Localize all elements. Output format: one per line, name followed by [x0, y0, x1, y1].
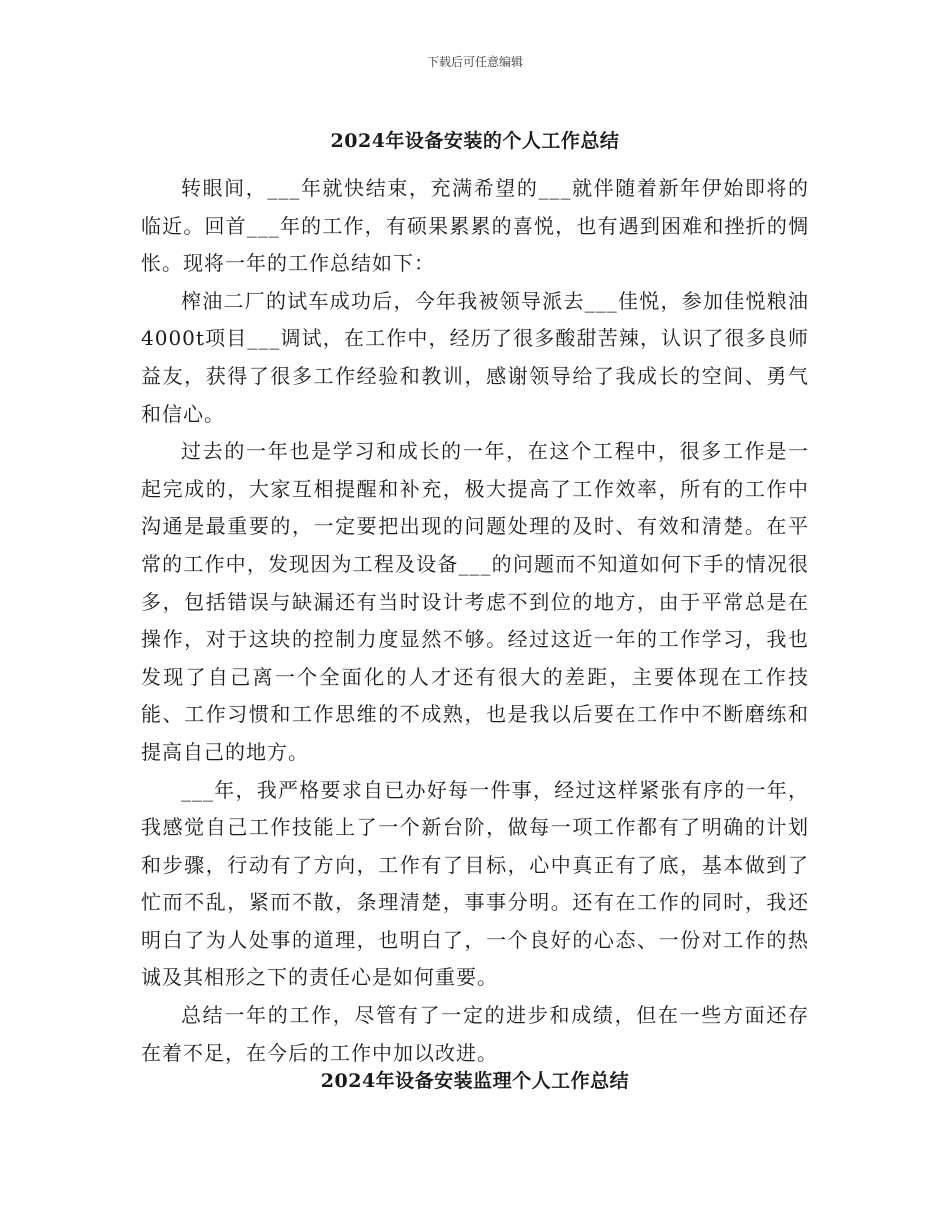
paragraph-3: 过去的一年也是学习和成长的一年，在这个工程中，很多工作是一起完成的，大家互相提醒和补充，极大提高了工作效率，所有的工作中沟通是最重要的，一定要把出现的问题处理的及时、有效和清楚。在平常的工作中，发现因为工程及设备___的问题而不知道如何下手的情况很多，包括错误与缺漏还有当时设计考虑不到位的地方，由于平常总是在操作，对于这块的控制力度显然不够。经过这近一年的工作学习，我也发现了自己离一个全面化的人才还有很大的差距，主要体现在工作技能、工作习惯和工作思维的不成熟，也是我以后要在工作中不断磨练和提高自己的地方。 — [141, 439, 809, 764]
paragraph-1: 转眼间，___年就快结束，充满希望的___就伴随着新年伊始即将的临近。回首___年的工作，有硕果累累的喜悦，也有遇到困难和挫折的惆怅。现将一年的工作总结如下： — [141, 176, 809, 276]
document-title: 2024年设备安装的个人工作总结 — [330, 130, 620, 152]
second-document-title: 2024年设备安装监理个人工作总结 — [320, 1070, 630, 1092]
header-note: 下载后可任意编辑 — [426, 55, 523, 69]
paragraph-5: 总结一年的工作，尽管有了一定的进步和成绩，但在一些方面还存在着不足，在今后的工作中加以改进。 — [141, 1003, 809, 1065]
paragraph-2: 榨油二厂的试车成功后，今年我被领导派去___佳悦，参加佳悦粮油4000t项目___调试，在工作中，经历了很多酸甜苦辣，认识了很多良师益友，获得了很多工作经验和教训，感谢领导给了我成长的空间、勇气和信心。 — [141, 288, 809, 426]
document-body — [141, 170, 809, 1072]
paragraph-4: ___年，我严格要求自已办好每一件事，经过这样紧张有序的一年，我感觉自己工作技能上了一个新台阶，做每一项工作都有了明确的计划和步骤，行动有了方向，工作有了目标，心中真正有了底，基本做到了忙而不乱，紧而不散，条理清楚，事事分明。还有在工作的同时，我还明白了为人处事的道理，也明白了，一个良好的心态、一份对工作的热诚及其相形之下的责任心是如何重要。 — [141, 777, 809, 990]
